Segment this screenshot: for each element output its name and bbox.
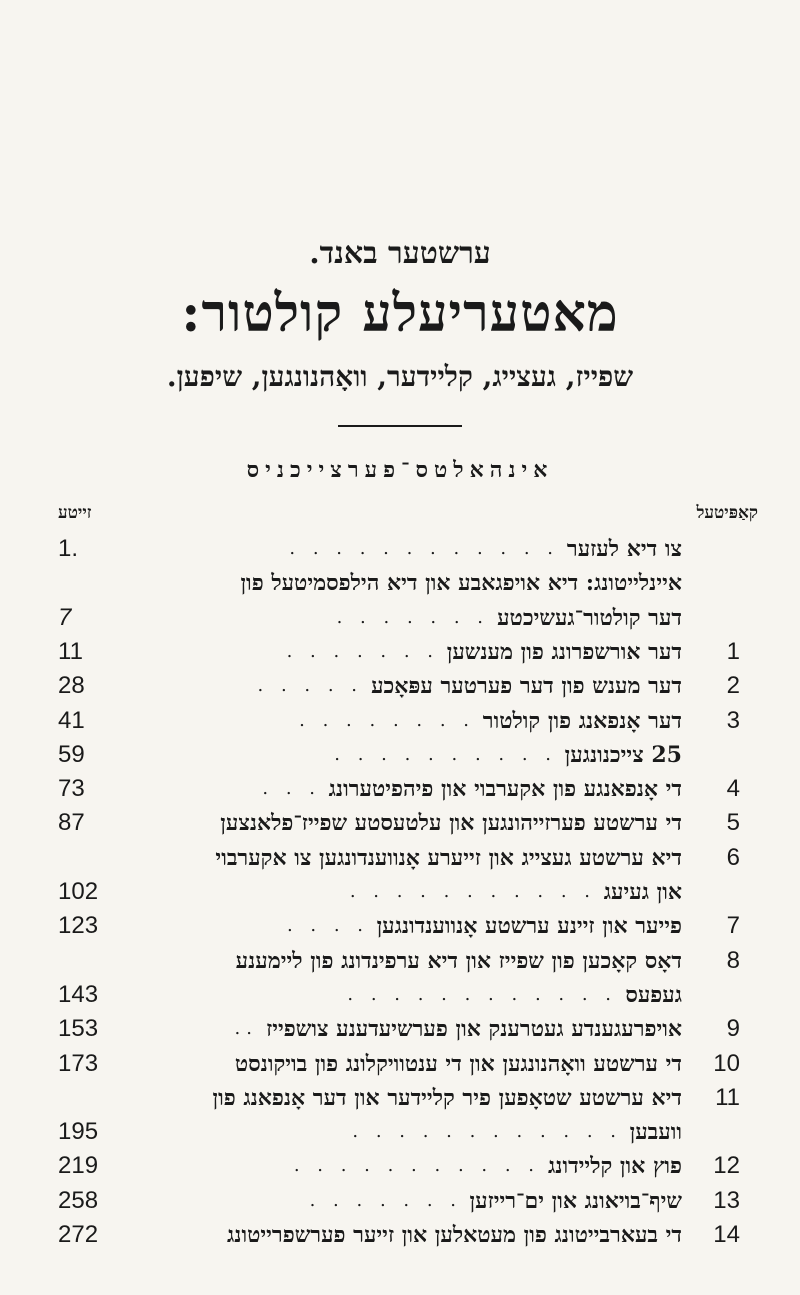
chapter-title: דער מענש פון דער פערטער עפּאָכע [371,673,682,700]
chapter-title: די אָנפאנגע פון אקערבוי און פיהפיטערונג [328,776,682,803]
chapter-title: דער קולטור־געשיכטע [497,604,682,631]
toc-entry[interactable] [0,806,800,840]
toc-entry[interactable] [0,1081,800,1115]
toc-entry[interactable] [0,1149,800,1183]
chapter-title: די בעארבייטונג פון מעטאלען און זייער פערשפרייטונג [227,1222,682,1248]
toc-entry[interactable] [0,978,800,1012]
book-title: מאטעריעלע קולטור: [181,283,619,344]
toc-entry[interactable] [0,738,800,772]
chapter-number: 14 [713,1221,740,1248]
dot-leader: . . . . . . . . . . . [293,1155,540,1177]
chapter-title: דיא ערשטע געצייג און זייערע אָנווענדונגען צו אקערבוי [215,844,682,871]
chapter-title: דאָס קאָכען פון שפייז און דיא ערפינדונג פון ליימענע [235,947,682,974]
book-subtitle: שפייז, געצייג, קליידער, וואָהנונגען, שיפען. [166,360,634,393]
chapter-number: 2 [726,672,740,700]
dot-leader: . . . [262,778,321,800]
toc-entry[interactable] [0,909,800,943]
chapter-number: 1 [726,637,740,665]
toc-entry[interactable] [0,875,800,909]
dot-leader: . . . . . . . . [299,709,475,731]
chapter-title: איינלייטונג: דיא אויפגאבע און דיא הילפסמיטעל פון [240,570,682,597]
page-number: 143 [58,980,99,1008]
dot-leader: . . . . . . . . . . . . [289,538,559,559]
page-number: 123 [58,912,99,940]
chapter-title: און געיעג [603,879,682,905]
chapter-number: 9 [726,1015,740,1043]
chapter-title: אויפרעגענדע געטרענק און פערשיעדענע צושפייז [266,1016,682,1043]
page-number: 102 [58,878,99,905]
chapter-title: פייער און זיינע ערשטע אָנווענדונגען [376,913,682,940]
chapter-title: וועבען [629,1119,682,1146]
toc-entry[interactable] [0,669,800,703]
toc-entry[interactable] [0,1115,800,1149]
chapter-number: 13 [713,1186,740,1214]
chapter-title: דער אָנפאנג פון קולטור [482,707,682,734]
divider-rule [338,425,462,427]
page-number: 153 [58,1015,99,1043]
chapter-number: 12 [713,1152,740,1180]
chapter-title: די ערשטע וואָהנונגען און די ענטוויקלונג פון בויקונסט [234,1050,682,1077]
chapter-title: געפעס [625,981,682,1008]
toc-entry[interactable] [0,635,800,669]
dot-leader: . . . . . . . . . . . [349,881,596,902]
chapter-number: 3 [726,706,740,734]
dot-leader: . . . . . . . . . . . . [347,983,617,1005]
dot-leader: .. [234,1018,258,1040]
page-number: 87 [58,809,85,837]
dot-leader: . . . . . . . [336,606,489,628]
chapter-number: 7 [726,912,740,940]
chapter-title: פוץ און קליידונג [548,1153,682,1180]
toc-entry[interactable] [0,1184,800,1218]
chapter-title: דיא ערשטע שטאָפען פיר קליידער און דער אָנפאנג פון [212,1084,682,1111]
chapter-title: שיף־בויאונג און ים־רייזען [469,1187,682,1214]
page-number: 11 [58,637,83,665]
page-number: 7 [58,603,72,631]
page-number: 195 [58,1118,99,1146]
toc-entry[interactable] [0,601,800,635]
toc-entry[interactable] [0,1012,800,1046]
chapter-title: 25 צייכנונגען [564,741,682,768]
toc-entry[interactable] [0,704,800,738]
toc-entry[interactable] [0,1218,800,1252]
toc-entry[interactable] [0,1047,800,1081]
page-number: 173 [58,1049,99,1077]
dot-leader: . . . . . . . [286,640,439,662]
page-number: 28 [58,672,85,700]
dot-leader: . . . . . [257,675,363,697]
chapter-title: צו דיא לעזער [566,536,682,562]
dot-leader: . . . . . . . [309,1189,462,1211]
page-number: 219 [58,1152,99,1180]
chapter-number: 6 [726,843,740,871]
chapter-number: 11 [715,1083,740,1111]
toc-entry[interactable] [0,566,800,600]
dot-leader: . . . . . . . . . . . . [352,1121,622,1143]
column-header-page: זייטע [58,503,92,523]
page-number: 1. [58,535,79,562]
page-number: 73 [58,775,85,803]
chapter-number: 5 [726,809,740,837]
chapter-number: 10 [713,1049,740,1077]
toc-entry[interactable] [0,772,800,806]
volume-heading: ערשטער באנד. [309,236,491,271]
chapter-number: 8 [726,946,740,974]
page-number: 41 [58,706,85,734]
chapter-number: 4 [726,775,740,803]
toc-title: אינהאלטס־פערצייכניס [246,457,554,483]
column-header-chapter: קאַפּיטעל [696,503,758,523]
toc-entry[interactable] [0,532,800,566]
chapter-title: דער אורשפרונג פון מענשען [446,638,682,665]
dot-leader: . . . . [286,915,369,937]
chapter-title: די ערשטע פערזייהונגען און עלטעסטע שפייז־פלאנצען [220,810,682,837]
page-number: 272 [58,1221,99,1248]
dot-leader: . . . . . . . . . . [334,743,557,765]
toc-entry[interactable] [0,944,800,978]
toc-entry[interactable] [0,841,800,875]
page-number: 59 [58,740,85,768]
page-number: 258 [58,1186,99,1214]
